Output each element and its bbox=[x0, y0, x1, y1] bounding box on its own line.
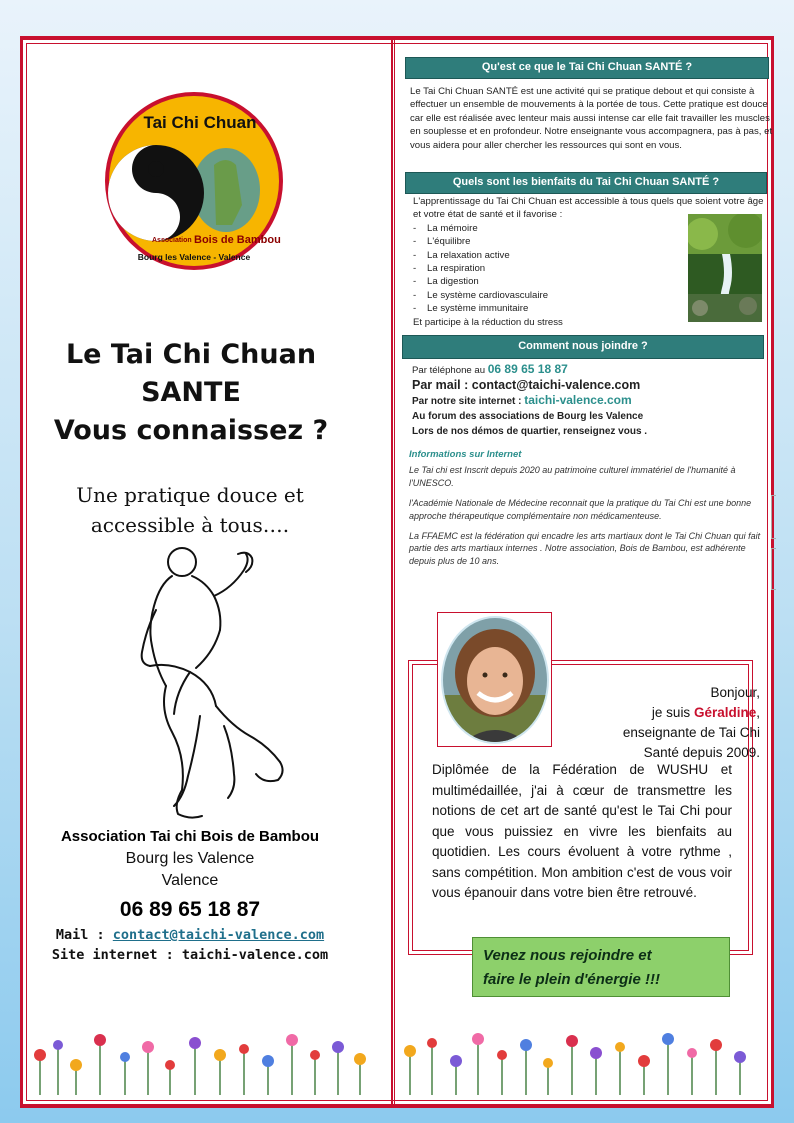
list-item: - L'équilibre bbox=[413, 235, 773, 248]
main-title bbox=[26, 336, 356, 450]
cta-line-1: Venez nous rejoindre et bbox=[483, 947, 652, 964]
teacher-greeting bbox=[560, 683, 760, 763]
site-url: taichi-valence.com bbox=[181, 947, 329, 963]
list-item: - La digestion bbox=[413, 275, 773, 288]
association-contact bbox=[30, 826, 350, 965]
mail-link[interactable]: contact@taichi-valence.com bbox=[112, 927, 325, 943]
contact-site-label: Par notre site internet : bbox=[412, 396, 525, 407]
logo-place: Bourg les Valence - Valence bbox=[137, 252, 251, 262]
contact-phone-label: Par téléphone au bbox=[412, 365, 488, 376]
list-item: - La relaxation active bbox=[413, 249, 773, 262]
teacher-portrait bbox=[440, 615, 550, 745]
section-what-title: Qu'est ce que le Tai Chi Chuan SANTÉ ? bbox=[405, 57, 769, 79]
greeting-hello: Bonjour, bbox=[710, 685, 760, 700]
contact-phone-line bbox=[412, 362, 762, 378]
teacher-name: Géraldine bbox=[693, 705, 757, 720]
benefits-intro: L'apprentissage du Tai Chi Chuan est accessible à tous quels que soient votre âge et votre état de santé et il favorise : bbox=[413, 196, 764, 221]
greeting-iam: je suis bbox=[651, 705, 694, 720]
yin-yang-icon bbox=[108, 145, 204, 241]
internet-p3: La FFAEMC est la fédération qui encadre les arts martiaux dont le Tai Chi Chuan qui fait partie des arts martiaux internes . Notre association, Bois de Bambou, est adhérente depuis plus de 10 ans. bbox=[409, 531, 761, 566]
page-edge-mark bbox=[771, 548, 776, 590]
logo-title: Tai Chi Chuan bbox=[143, 113, 257, 132]
greeting-name-line bbox=[560, 703, 760, 723]
contact-site-line bbox=[412, 393, 762, 409]
main-title-line-1: Le Tai Chi Chuan bbox=[65, 339, 317, 370]
main-title-line-3: Vous connaissez ? bbox=[53, 415, 329, 446]
contact-phone: 06 89 65 18 87 bbox=[487, 362, 568, 376]
contact-mail-line: Par mail : contact@taichi-valence.com bbox=[412, 378, 641, 392]
mail-line bbox=[30, 925, 350, 945]
section-what-text: Le Tai Chi Chuan SANTÉ est une activité qui se pratique debout et qui consiste à effectuer un ensemble de mouvements à la portée de tous. Cette pratique est douce car elle est réalisée avec lenteur mais aussi intense car elle fait travailler les muscles en souplesse et en profondeur. Notre enseignante vous accompagnera, pas à pas, et vous aidera pour aller chercher les ressources qui sont en vous. bbox=[410, 86, 773, 151]
city-bourg: Bourg les Valence bbox=[125, 850, 255, 867]
logo-assoc-small: Association bbox=[152, 237, 192, 244]
list-item: - La mémoire bbox=[413, 222, 773, 235]
site-line bbox=[30, 945, 350, 965]
greeting-comma: , bbox=[756, 705, 760, 720]
city-valence: Valence bbox=[161, 872, 219, 889]
section-contact bbox=[412, 362, 762, 439]
forest-waterfall-photo bbox=[688, 214, 762, 322]
list-item: - Le système cardiovasculaire bbox=[413, 289, 773, 302]
main-title-line-2: SANTE bbox=[141, 377, 241, 408]
logo-assoc-big: Bois de Bambou bbox=[194, 234, 281, 246]
internet-head: Informations sur Internet bbox=[409, 449, 522, 460]
section-contact-title: Comment nous joindre ? bbox=[402, 335, 764, 359]
subtitle-line-1: Une pratique douce et bbox=[76, 483, 304, 507]
flowers-left-icon bbox=[30, 1010, 380, 1095]
call-to-action-box bbox=[472, 937, 730, 997]
subtitle bbox=[40, 480, 340, 540]
internet-p1: Le Tai chi est Inscrit depuis 2020 au patrimoine culturel immatériel de l'humanité à l'UNESCO. bbox=[409, 465, 736, 488]
benefits-outro: Et participe à la réduction du stress bbox=[413, 316, 563, 328]
internet-info bbox=[409, 449, 767, 575]
phone-number: 06 89 65 18 87 bbox=[119, 898, 261, 921]
tai-chi-figure-icon bbox=[120, 540, 290, 830]
teacher-role: enseignante de Tai Chi bbox=[622, 725, 760, 740]
association-name: Association Tai chi Bois de Bambou bbox=[60, 828, 320, 845]
teacher-bio: Diplômée de la Fédération de WUSHU et multimédaillée, j'ai à cœur de transmettre les notions de cet art de santé qu'est le Tai Chi pour que vous puissiez en vivre les bienfaits au quotidien. Les cours évoluent à votre rythme , sans compétition. Mon ambition c'est de vous voir vous épanouir dans votre bien être retrouvé. bbox=[432, 762, 732, 900]
flowers-right-icon bbox=[398, 1010, 766, 1095]
association-logo bbox=[94, 90, 294, 272]
mail-label: Mail : bbox=[55, 927, 113, 943]
list-item: - La respiration bbox=[413, 262, 773, 275]
cta-line-2: faire le plein d'énergie !!! bbox=[483, 971, 660, 988]
subtitle-line-2: accessible à tous…. bbox=[90, 513, 290, 537]
section-benefits-title: Quels sont les bienfaits du Tai Chi Chuan SANTÉ ? bbox=[405, 172, 767, 194]
site-label: Site internet : bbox=[51, 947, 182, 963]
list-item: - Le système immunitaire bbox=[413, 302, 773, 315]
teacher-since: Santé depuis 2009. bbox=[643, 745, 760, 760]
column-divider bbox=[391, 36, 395, 1108]
internet-p2: l'Académie Nationale de Médecine reconnait que la pratique du Tai Chi est une bonne approche thérapeutique complémentaire non médicamenteuse. bbox=[409, 498, 752, 521]
page-edge-mark bbox=[771, 495, 776, 539]
contact-forum: Au forum des associations de Bourg les Valence bbox=[412, 411, 644, 422]
contact-site: taichi-valence.com bbox=[524, 393, 632, 407]
contact-demos: Lors de nos démos de quartier, renseignez vous . bbox=[412, 426, 648, 437]
